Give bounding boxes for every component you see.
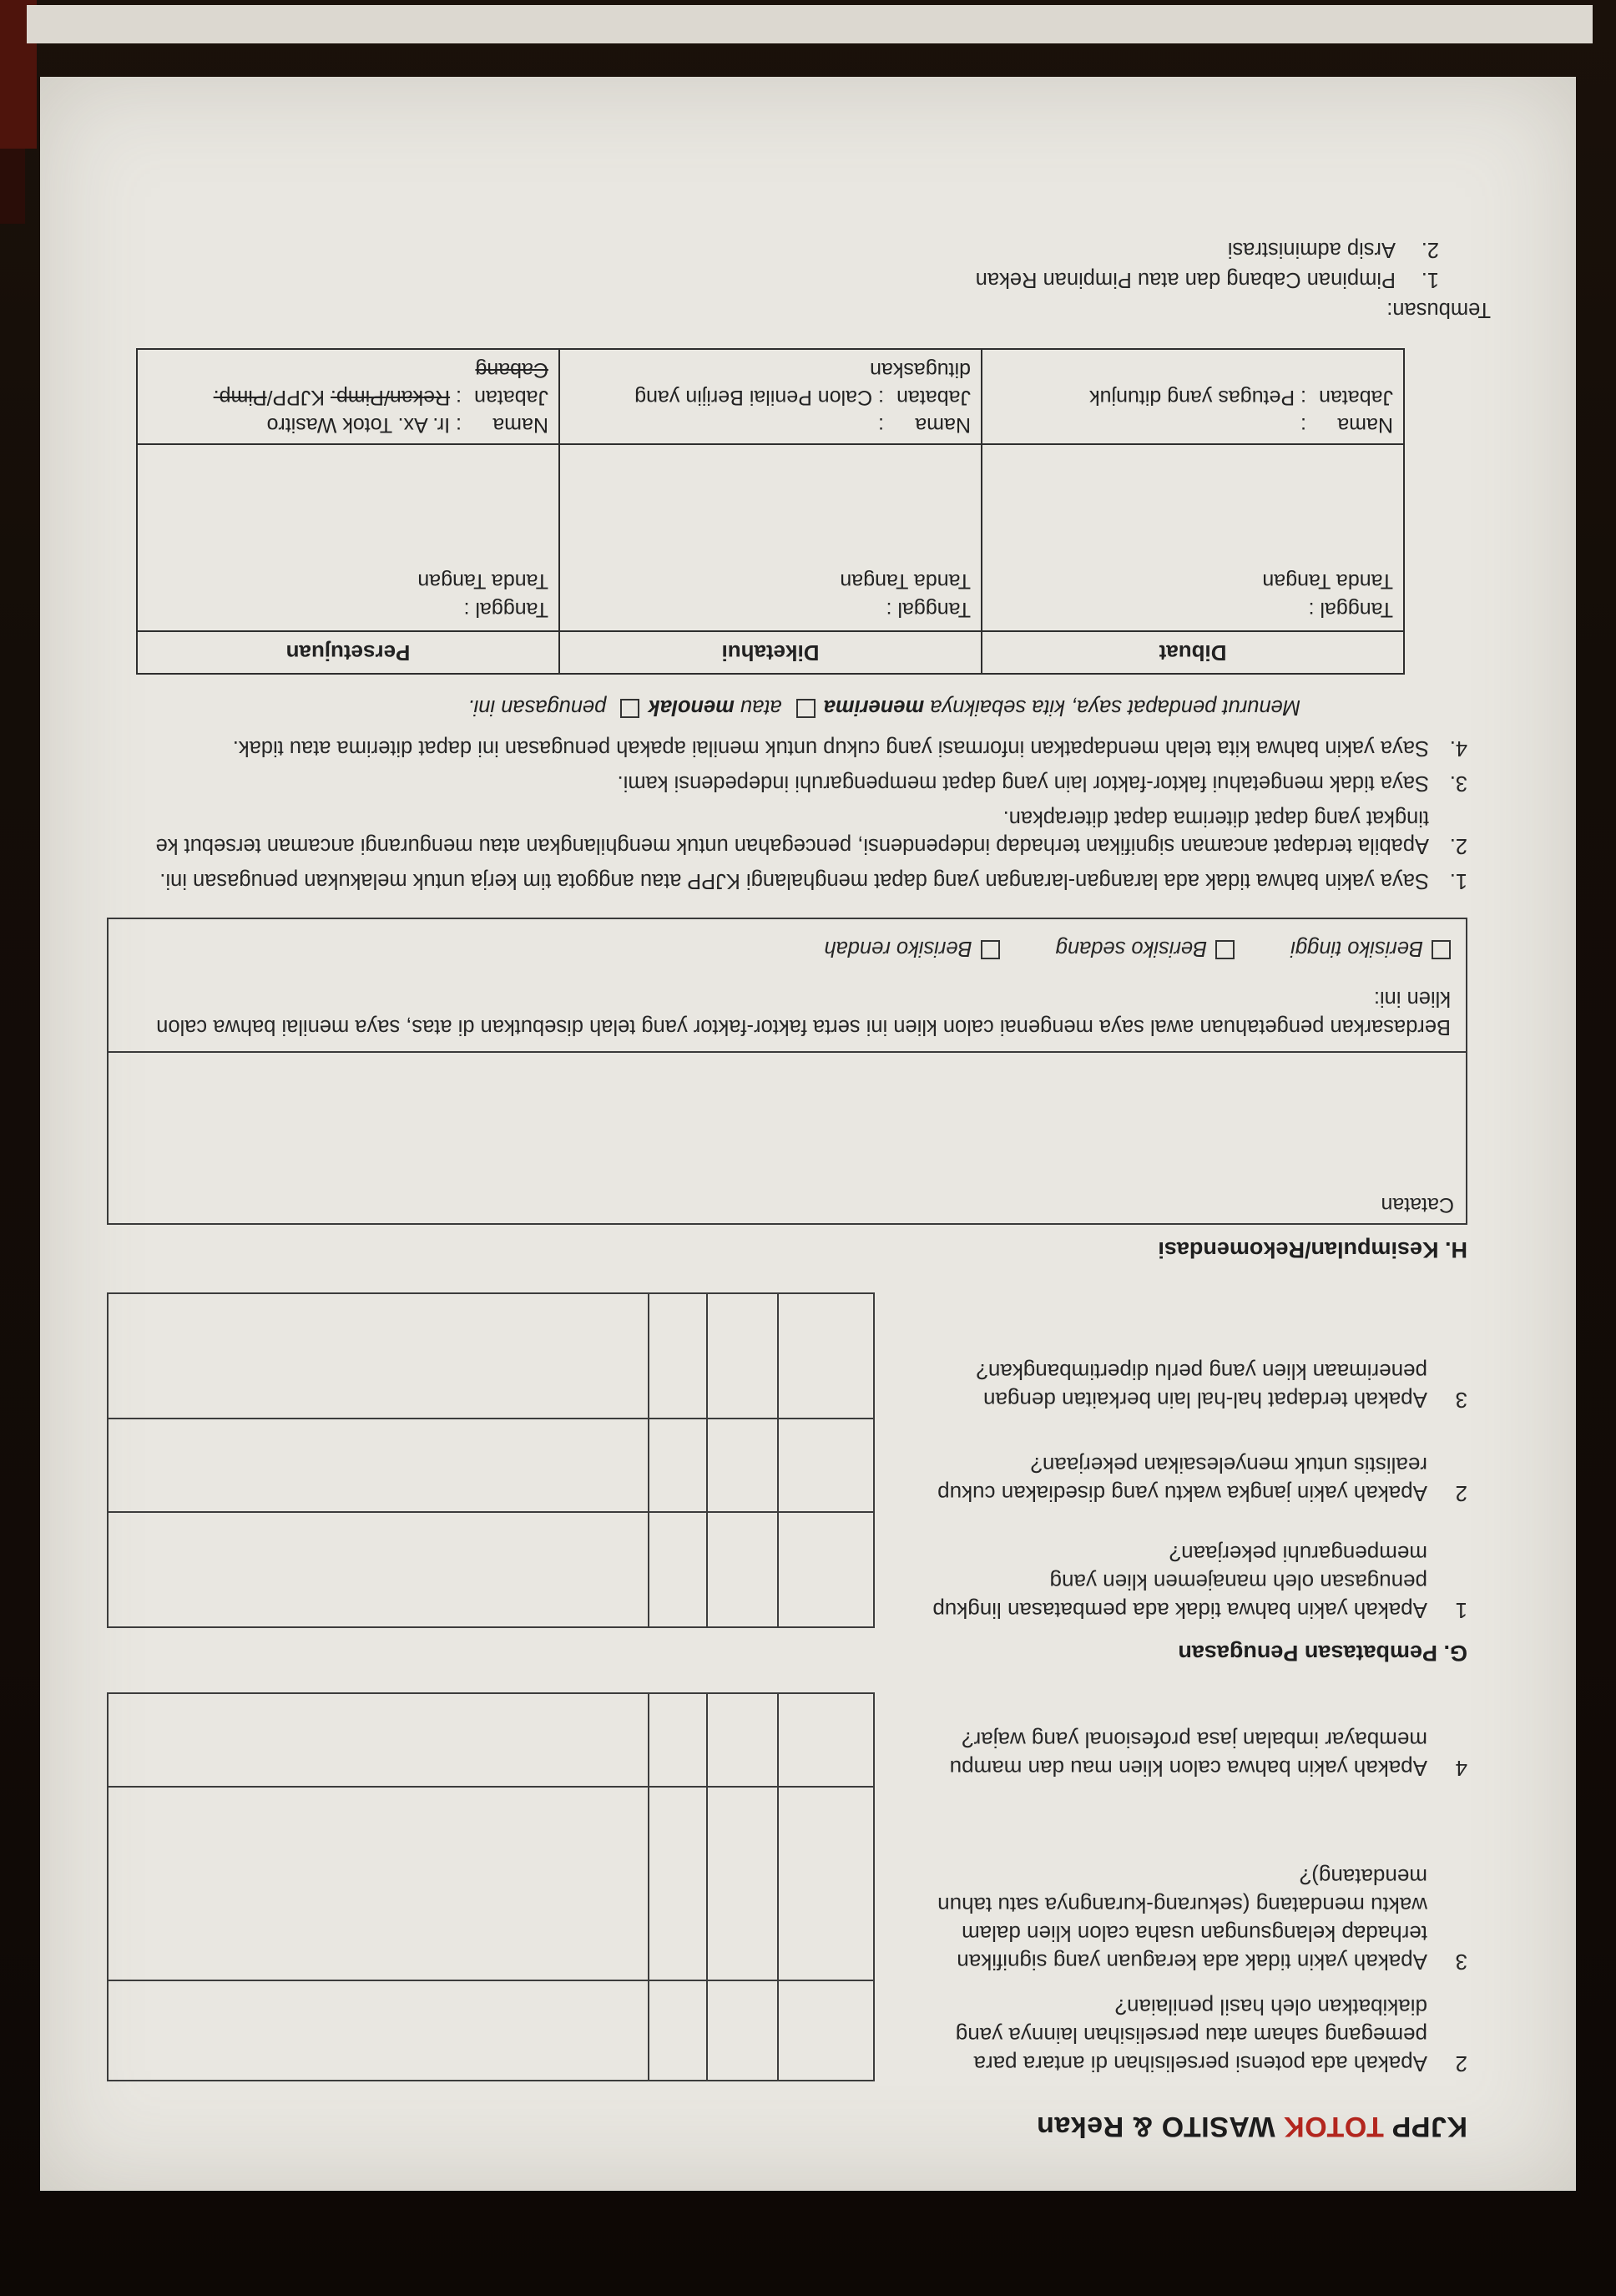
question-row-f3: [73, 1786, 1467, 1980]
question-text: Apakah yakin bahwa calon klien mau dan mampu membayar imbalan jasa profesional yang wajar?: [949, 1727, 1427, 1781]
section-g-questions: [73, 1292, 1467, 1628]
tanda-tangan-label: Tanda Tangan: [1262, 569, 1393, 593]
question-text: Apakah yakin bahwa tidak ada pembatasan lingkup penugasan oleh manajemen klien yang mempengaruhi pekerjaan?: [932, 1541, 1427, 1623]
accept-word: menerima: [823, 695, 925, 719]
nama-label: Nama: [492, 413, 548, 437]
question-number: 2: [1455, 1481, 1467, 1506]
nama-label: Nama: [915, 413, 971, 437]
firm-name-part2: WASITO & Rekan: [1036, 2111, 1284, 2142]
question-row-g3: [73, 1292, 1467, 1418]
conclusion-text: penugasan ini.: [467, 695, 613, 719]
high-risk-label: Berisiko tinggi: [1290, 937, 1423, 960]
risk-option-medium: [1056, 937, 1235, 960]
reject-word: menolak: [648, 695, 735, 719]
statement-number: 2.: [1449, 834, 1467, 857]
risk-option-low: [824, 937, 999, 960]
conclusion-line: [73, 695, 1300, 719]
remarks-cell[interactable]: [107, 1786, 649, 1980]
upside-down-page-content: [40, 77, 1576, 2191]
low-risk-checkbox[interactable]: [981, 940, 1000, 959]
tanggal-label: Tanggal: [475, 598, 548, 621]
remarks-cell[interactable]: [107, 1980, 649, 2081]
red-cover-edge-shadow: [0, 149, 25, 224]
tanda-tangan-label: Tanda Tangan: [840, 569, 971, 593]
signature-header-row: [137, 631, 1404, 674]
question-row-g2: [73, 1418, 1467, 1511]
notes-label: Catatan: [1381, 1193, 1454, 1216]
remarks-cell[interactable]: [107, 1692, 649, 1786]
answer-cell[interactable]: [708, 1292, 779, 1418]
scanned-form-page: [40, 77, 1576, 2191]
question-text: Apakah yakin tidak ada keraguan yang signifikan terhadap kelangsungan usaha calon klien dalam waktu mendatang (sekurang-kurangnya satu tahun mendatang)?: [937, 1864, 1427, 1975]
signature-cell-diketahui[interactable]: Tanggal : Tanda Tangan: [559, 444, 982, 631]
notes-box[interactable]: [107, 1051, 1467, 1225]
section-f-questions: [73, 1692, 1467, 2081]
question-text: Apakah yakin jangka waktu yang disediakan cukup realistis untuk menyelesaikan pekerjaan?: [937, 1453, 1427, 1506]
conclusion-text: Menurut pendapat saya, kita sebaiknya: [924, 695, 1300, 719]
statement-item: [73, 734, 1467, 761]
answer-cell[interactable]: [779, 1786, 875, 1980]
answer-cell[interactable]: [708, 1786, 779, 1980]
tembusan-item: [73, 265, 1439, 295]
firm-letterhead: [73, 2110, 1467, 2142]
remarks-cell[interactable]: [107, 1292, 649, 1418]
statement-text: Saya yakin bahwa kita telah mendapatkan informasi yang cukup untuk menilai apakah penugasan ini dapat diterima atau tidak.: [232, 736, 1429, 760]
column-header-diketahui: Diketahui: [559, 631, 982, 674]
tembusan-number: 1.: [1421, 268, 1439, 291]
answer-cell[interactable]: [708, 1418, 779, 1511]
answer-cell[interactable]: [649, 1786, 708, 1980]
accept-checkbox[interactable]: [796, 699, 816, 718]
statement-item: [73, 867, 1467, 894]
jabatan-kept-option: KJPP/: [266, 386, 331, 409]
jabatan-value: Calon Penilai Berijin yang ditugaskan: [634, 358, 971, 409]
answer-cell[interactable]: [779, 1511, 875, 1628]
declaration-statements: [73, 734, 1467, 894]
low-risk-label: Berisiko rendah: [824, 937, 972, 960]
tanda-tangan-label: Tanda Tangan: [417, 569, 548, 593]
answer-cell[interactable]: [779, 1980, 875, 2081]
signature-area-row: [137, 444, 1404, 631]
section-g-heading: G. Pembatasan Penugasan: [1178, 1641, 1467, 1666]
statement-number: 3.: [1449, 771, 1467, 795]
tembusan-text: Pimpinan Cabang dan atau Pimpinan Rekan: [975, 268, 1396, 291]
statement-number: 1.: [1449, 869, 1467, 893]
name-role-row: [137, 349, 1404, 444]
question-number: 1: [1455, 1598, 1467, 1623]
answer-cell[interactable]: [649, 1980, 708, 2081]
statement-text: Saya tidak mengetahui faktor-faktor lain yang dapat mempengaruhi indepedensi kami.: [617, 771, 1429, 795]
adjacent-page-edge: [27, 5, 1593, 43]
name-role-cell-persetujuan: Nama: Ir. Ax. Totok Wasitro Jabatan: Rekan/Pimp. KJPP/Pimp. Cabang: [137, 349, 559, 444]
tembusan-item: [73, 235, 1439, 265]
column-header-dibuat: Dibuat: [982, 631, 1404, 674]
tanggal-label: Tanggal: [897, 598, 971, 621]
nama-label: Nama: [1337, 413, 1393, 437]
answer-cell[interactable]: [649, 1692, 708, 1786]
question-number: 2: [1455, 2051, 1467, 2076]
firm-name-red: TOTOK: [1283, 2111, 1384, 2142]
question-text: Apakah terdapat hal-hal lain berkaitan dengan penerimaan klien yang perlu dipertimbangkan?: [976, 1359, 1427, 1413]
signature-cell-persetujuan[interactable]: Tanggal : Tanda Tangan: [137, 444, 559, 631]
question-number: 3: [1455, 1950, 1467, 1975]
question-row-g1: [73, 1511, 1467, 1628]
jabatan-struck-option: Rekan/Pimp.: [330, 386, 451, 409]
signature-cell-dibuat[interactable]: Tanggal : Tanda Tangan: [982, 444, 1404, 631]
question-row-f4: [73, 1692, 1467, 1786]
jabatan-label: Jabatan: [1319, 386, 1393, 409]
risk-option-high: [1290, 937, 1451, 960]
risk-assessment-box: [107, 918, 1467, 1053]
statement-number: 4.: [1449, 736, 1467, 760]
high-risk-checkbox[interactable]: [1432, 940, 1451, 959]
statement-item: [73, 769, 1467, 797]
tembusan-text: Arsip administrasi: [1227, 238, 1396, 261]
section-h-heading: H. Kesimpulan/Rekomendasi: [1158, 1237, 1467, 1262]
tembusan-number: 2.: [1421, 238, 1439, 261]
conclusion-text: atau: [734, 695, 788, 719]
remarks-cell[interactable]: [107, 1418, 649, 1511]
answer-cell[interactable]: [779, 1418, 875, 1511]
question-number: 4: [1455, 1756, 1467, 1781]
answer-cell[interactable]: [708, 1511, 779, 1628]
firm-name-part1: KJPP: [1383, 2111, 1467, 2142]
medium-risk-label: Berisiko sedang: [1055, 937, 1208, 960]
reject-checkbox[interactable]: [620, 699, 639, 718]
answer-cell[interactable]: [779, 1692, 875, 1786]
tanggal-label: Tanggal: [1320, 598, 1393, 621]
remarks-cell[interactable]: [107, 1511, 649, 1628]
jabatan-label: Jabatan: [474, 386, 548, 409]
answer-cell[interactable]: [649, 1418, 708, 1511]
jabatan-struck-option: Pimp. Cabang: [213, 358, 548, 409]
answer-cell[interactable]: [649, 1511, 708, 1628]
signature-table: [136, 348, 1405, 675]
tembusan-block: [73, 235, 1491, 325]
question-text: Apakah ada potensi perselisihan di antara para pemegang saham atau perselisihan lainnya yang diakibatkan oleh hasil penilaian?: [955, 1995, 1427, 2076]
answer-cell[interactable]: [708, 1692, 779, 1786]
question-number: 3: [1455, 1388, 1467, 1413]
statement-text: Apabila terdapat ancaman signifikan terhadap independensi, pencegahan untuk menghilangkan atau mengurangi ancaman tersebut ke tingkat yang dapat diterima dapat diterapkan.: [155, 807, 1429, 857]
medium-risk-checkbox[interactable]: [1215, 940, 1235, 959]
question-row-f2: [73, 1980, 1467, 2081]
answer-cell[interactable]: [649, 1292, 708, 1418]
tembusan-label: Tembusan:: [1386, 298, 1491, 321]
jabatan-label: Jabatan: [896, 386, 971, 409]
nama-value: Ir. Ax. Totok Wasitro: [266, 413, 451, 437]
risk-options-row: [124, 934, 1451, 963]
jabatan-value: Petugas yang ditunjuk: [1089, 386, 1295, 409]
column-header-persetujuan: Persetujuan: [137, 631, 559, 674]
statement-item: [73, 804, 1467, 859]
answer-cell[interactable]: [708, 1980, 779, 2081]
statement-text: Saya yakin bahwa tidak ada larangan-larangan yang dapat menghalangi KJPP atau anggota tim kerja untuk melakukan penugasan ini.: [159, 869, 1429, 893]
assessment-intro-text: Berdasarkan pengetahuan awal saya mengenai calon klien ini serta faktor-faktor yang telah disebutkan di atas, saya menilai bahwa calon klien ini:: [156, 987, 1451, 1039]
answer-cell[interactable]: [779, 1292, 875, 1418]
name-role-cell-diketahui: Nama: Jabatan: Calon Penilai Berijin yang ditugaskan: [559, 349, 982, 444]
name-role-cell-dibuat: Nama: Jabatan: Petugas yang ditunjuk: [982, 349, 1404, 444]
